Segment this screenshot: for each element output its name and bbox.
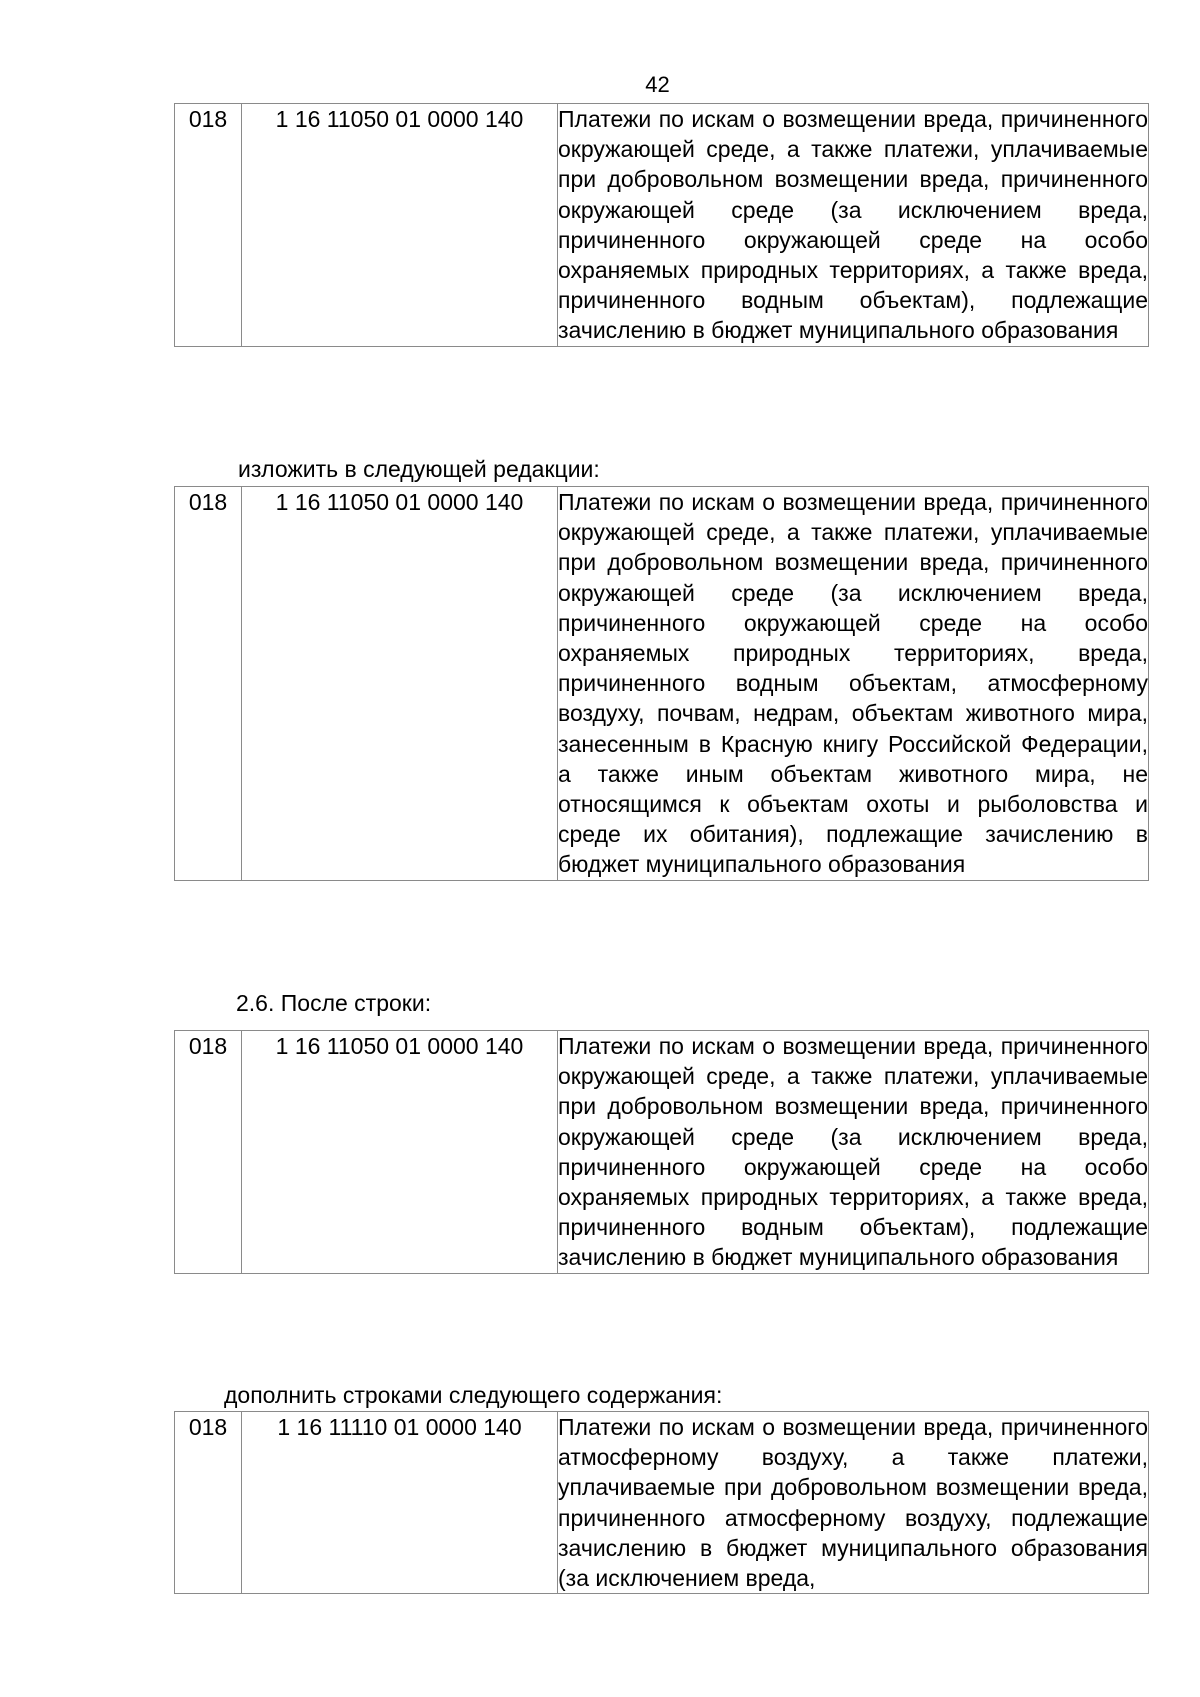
admin-code-cell: 018 xyxy=(175,104,242,347)
description-cell: Платежи по искам о возмещении вреда, причиненного окружающей среде, а также платежи, уплачиваемые при добровольном возмещении вреда, причиненного окружающей среде (за исключением вреда, причиненного окружающей среде на особо охраняемых природных территориях, а также вреда, причиненного водным объектам), подлежащие зачислению в бюджет муниципального образования xyxy=(558,1031,1149,1274)
admin-code-cell: 018 xyxy=(175,487,242,881)
budget-code-cell: 1 16 11050 01 0000 140 xyxy=(242,487,558,881)
code-table-original xyxy=(174,103,1149,347)
intro-text: изложить в следующей редакции: xyxy=(238,456,600,482)
page-number: 42 xyxy=(645,72,670,97)
budget-code-cell: 1 16 11050 01 0000 140 xyxy=(242,104,558,347)
budget-code-cell: 1 16 11050 01 0000 140 xyxy=(242,1031,558,1274)
description-cell: Платежи по искам о возмещении вреда, причиненного окружающей среде, а также платежи, уплачиваемые при добровольном возмещении вреда, причиненного окружающей среде (за исключением вреда, причиненного окружающей среде на особо охраняемых природных территориях, а также вреда, причиненного водным объектам), подлежащие зачислению в бюджет муниципального образования xyxy=(558,104,1149,347)
code-table-added-rows xyxy=(174,1411,1149,1594)
code-table-after-row xyxy=(174,1030,1149,1274)
code-table-new-edition xyxy=(174,486,1149,881)
table-row xyxy=(175,104,1149,347)
budget-code-cell: 1 16 11110 01 0000 140 xyxy=(242,1412,558,1594)
description-cell: Платежи по искам о возмещении вреда, причиненного окружающей среде, а также платежи, уплачиваемые при добровольном возмещении вреда, причиненного окружающей среде (за исключением вреда, причиненного окружающей среде на особо охраняемых природных территориях, вреда, причиненного водным объектам, атмосферному воздуху, почвам, недрам, объектам животного мира, занесенным в Красную книгу Российской Федерации, а также иным объектам животного мира, не относящимся к объектам охоты и рыболовства и среде их обитания), подлежащие зачислению в бюджет муниципального образования xyxy=(558,487,1149,881)
section-heading: 2.6. После строки: xyxy=(236,990,432,1016)
table-row xyxy=(175,487,1149,881)
admin-code-cell: 018 xyxy=(175,1031,242,1274)
table-row xyxy=(175,1412,1149,1594)
admin-code-cell: 018 xyxy=(175,1412,242,1594)
table-row xyxy=(175,1031,1149,1274)
description-cell: Платежи по искам о возмещении вреда, причиненного атмосферному воздуху, а также платежи, уплачиваемые при добровольном возмещении вреда, причиненного атмосферному воздуху, подлежащие зачислению в бюджет муниципального образования (за исключением вреда, xyxy=(558,1412,1149,1594)
intro-text: дополнить строками следующего содержания: xyxy=(224,1382,723,1408)
